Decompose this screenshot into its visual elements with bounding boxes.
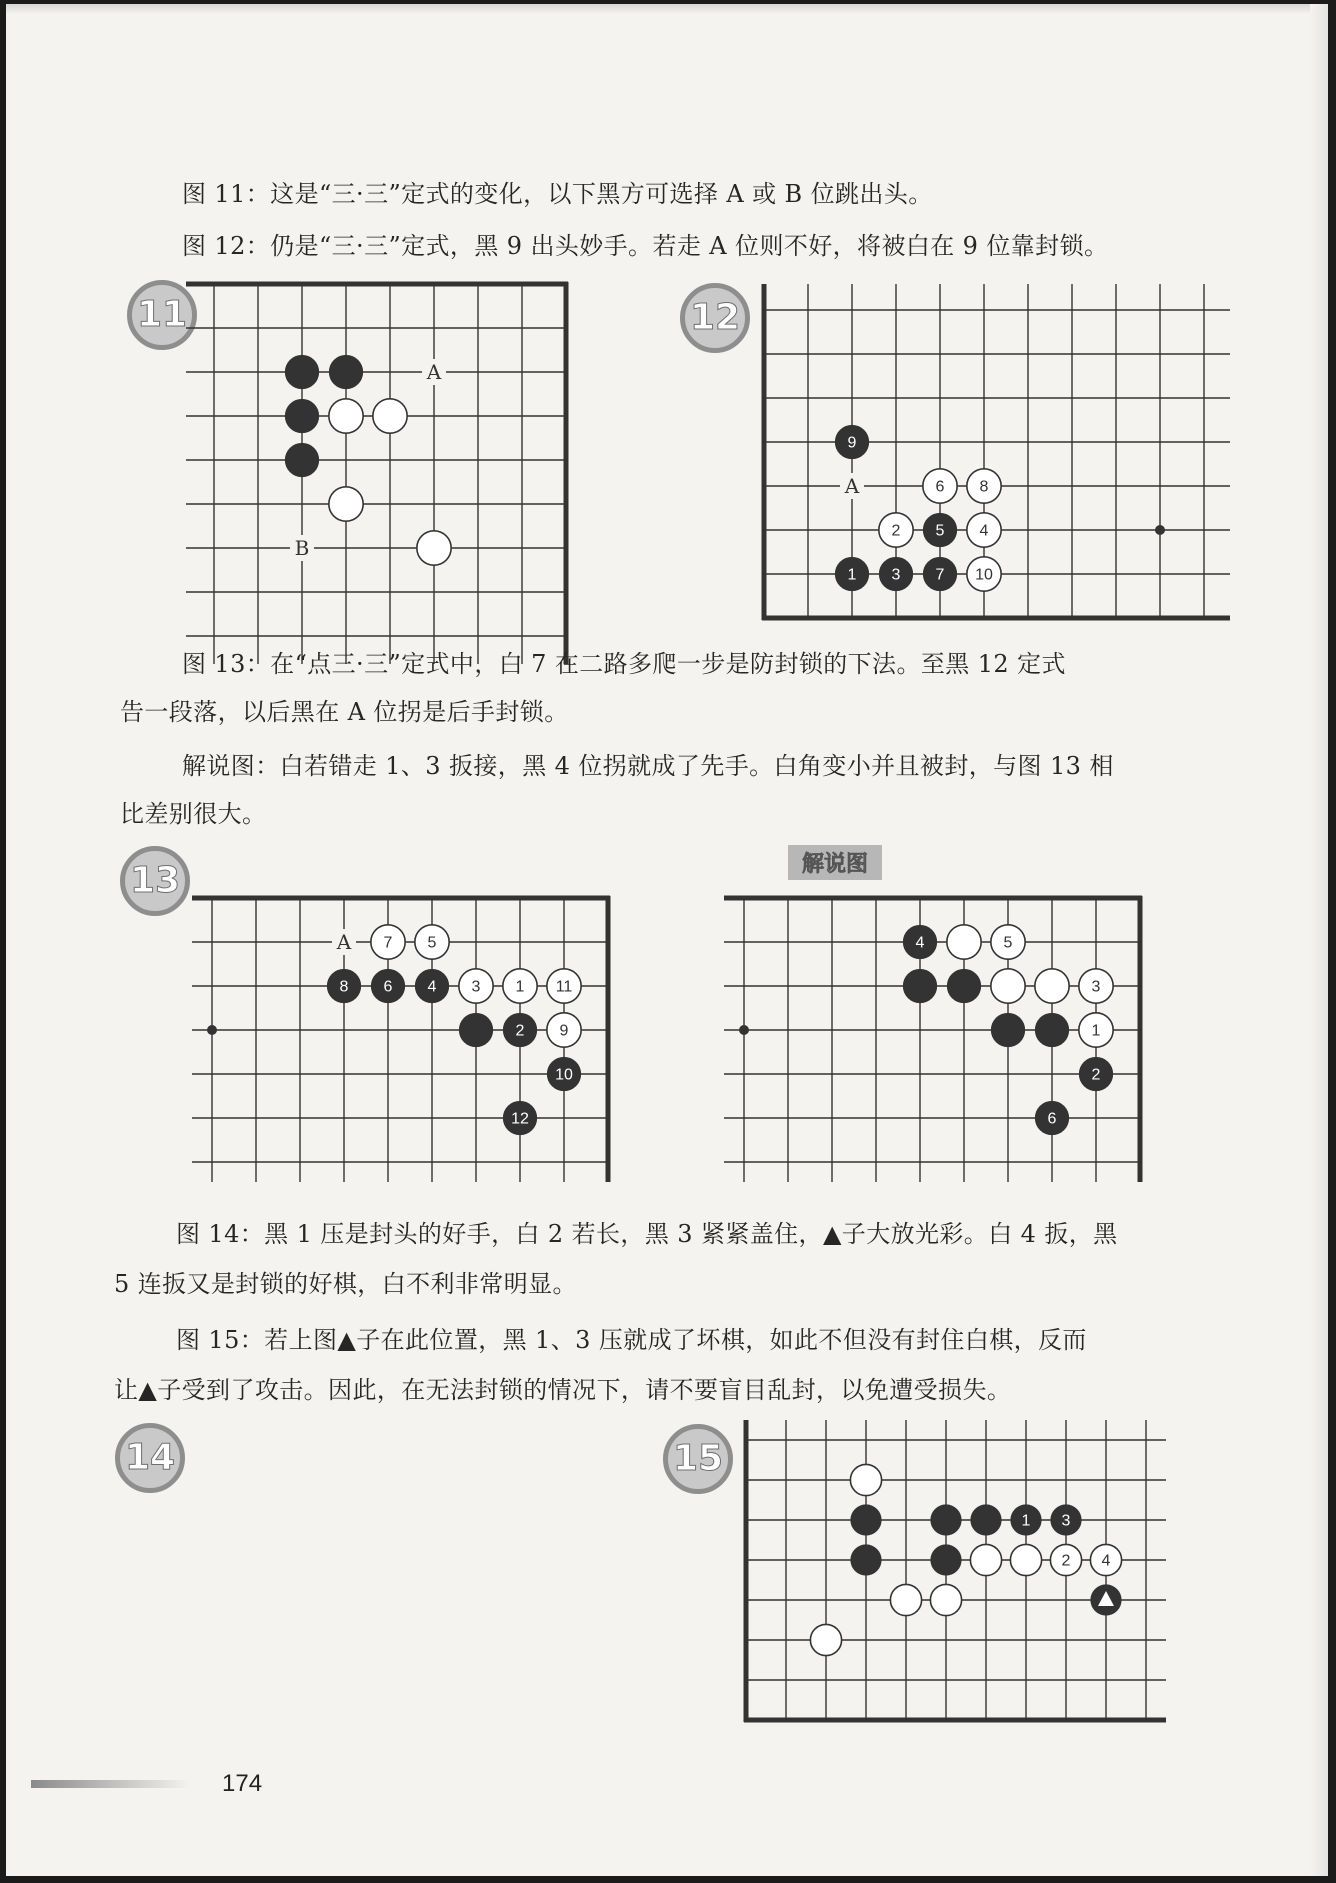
paragraph-fig13-line2: 告一段落，以后黑在 A 位拐是后手封锁。 (120, 698, 569, 726)
go-diagram-15 (746, 1424, 1186, 1734)
move-number: 8 (979, 478, 989, 496)
black-stone (930, 1544, 961, 1575)
white-stone (810, 1624, 841, 1655)
move-number: 5 (1003, 934, 1013, 952)
go-diagram-explanation (724, 898, 1144, 1188)
black-stone (285, 355, 319, 389)
position-letter-A: A (844, 474, 860, 498)
paragraph-fig15-line1: 图 15：若上图▲子在此位置，黑 1、3 压就成了坏棋，如此不但没有封住白棋，反而 (176, 1326, 1087, 1354)
move-number: 6 (383, 978, 393, 996)
go-diagram-11 (202, 284, 572, 614)
move-number: 1 (1091, 1022, 1101, 1040)
move-number: 2 (1061, 1552, 1071, 1570)
scan-top-edge (6, 4, 1328, 14)
white-stone (947, 925, 981, 959)
board-edges (186, 282, 568, 664)
white-stone (329, 399, 363, 433)
move-number: 2 (515, 1022, 525, 1040)
move-number: 2 (891, 522, 901, 540)
paragraph-fig13-line1: 图 13：在“点三·三”定式中，白 7 在二路多爬一步是防封锁的下法。至黑 12 定式 (182, 650, 1066, 678)
go-board (202, 284, 572, 614)
move-number: 6 (935, 478, 945, 496)
explanation-caption: 解说图 (788, 845, 882, 880)
paragraph-fig14-line1: 图 14：黑 1 压是封头的好手，白 2 若长，黑 3 紧紧盖住，▲子大放光彩。白 4 扳，黑 (176, 1220, 1118, 1248)
book-page (6, 4, 1328, 1876)
move-number: 1 (847, 566, 857, 584)
black-stone (850, 1544, 881, 1575)
black-stone (947, 969, 981, 1003)
scan-right-edge (1310, 4, 1328, 1876)
paragraph-explanation-line2: 比差别很大。 (120, 800, 267, 828)
diagram-12-number: 12 (680, 283, 750, 353)
position-letter-A: A (336, 930, 352, 954)
white-stone (850, 1464, 881, 1495)
white-stone (890, 1584, 921, 1615)
white-stone (329, 487, 363, 521)
black-stone (930, 1504, 961, 1535)
star-point (739, 1025, 749, 1035)
black-stone (285, 399, 319, 433)
position-letter-B: B (294, 536, 310, 560)
move-number: 7 (383, 934, 393, 952)
paragraph-fig14-line2: 5 连扳又是封锁的好棋，白不利非常明显。 (114, 1270, 577, 1298)
white-stone (970, 1544, 1001, 1575)
black-stone (991, 1013, 1025, 1047)
diagram-11-number: 11 (127, 280, 197, 350)
move-number: 2 (1091, 1066, 1101, 1084)
move-number: 1 (1021, 1512, 1031, 1530)
star-point (1155, 525, 1165, 535)
move-number: 8 (339, 978, 349, 996)
move-number: 10 (975, 566, 993, 584)
diagram-14-number: 14 (115, 1423, 185, 1493)
white-stone (1035, 969, 1069, 1003)
white-stone (1010, 1544, 1041, 1575)
black-stone (1035, 1013, 1069, 1047)
black-stone (459, 1013, 493, 1047)
move-number: 6 (1047, 1110, 1057, 1128)
move-number: 12 (511, 1110, 529, 1128)
black-stone (850, 1504, 881, 1535)
white-stone (373, 399, 407, 433)
move-number: 3 (1091, 978, 1101, 996)
move-number: 1 (515, 978, 525, 996)
go-board (756, 284, 1196, 624)
move-number: 3 (891, 566, 901, 584)
move-number: 9 (559, 1022, 569, 1040)
paragraph-fig11: 图 11：这是“三·三”定式的变化，以下黑方可选择 A 或 B 位跳出头。 (182, 180, 933, 208)
paragraph-fig15-line2: 让▲子受到了攻击。因此，在无法封锁的情况下，请不要盲目乱封，以免遭受损失。 (114, 1376, 1012, 1404)
move-number: 7 (935, 566, 945, 584)
paragraph-fig12: 图 12：仍是“三·三”定式，黑 9 出头妙手。若走 A 位则不好，将被白在 9 位靠封锁。 (182, 232, 1109, 260)
black-stone (329, 355, 363, 389)
move-number: 4 (427, 978, 437, 996)
diagram-15-number: 15 (663, 1424, 733, 1494)
go-board (192, 898, 612, 1188)
move-number: 4 (915, 934, 925, 952)
move-number: 3 (471, 978, 481, 996)
white-stone (991, 969, 1025, 1003)
move-number: 4 (1101, 1552, 1111, 1570)
go-diagram-13 (192, 898, 612, 1188)
grid-lines (186, 284, 566, 664)
move-number: 3 (1061, 1512, 1071, 1530)
black-stone (903, 969, 937, 1003)
diagram-13-number: 13 (120, 846, 190, 916)
move-number: 5 (935, 522, 945, 540)
move-number: 9 (847, 434, 857, 452)
page-number: 174 (222, 1770, 263, 1797)
go-board (746, 1424, 1186, 1734)
white-stone (930, 1584, 961, 1615)
position-letter-A: A (426, 360, 442, 384)
move-number: 11 (555, 978, 573, 996)
black-stone (285, 443, 319, 477)
move-number: 5 (427, 934, 437, 952)
white-stone (417, 531, 451, 565)
footer-decoration-bar (31, 1780, 191, 1788)
star-point (207, 1025, 217, 1035)
paragraph-explanation-line1: 解说图：白若错走 1、3 扳接，黑 4 位拐就成了先手。白角变小并且被封，与图 13 相 (182, 752, 1114, 780)
move-number: 10 (555, 1066, 573, 1084)
move-number: 4 (979, 522, 989, 540)
go-diagram-12 (756, 284, 1196, 624)
go-board (724, 898, 1144, 1188)
black-stone (970, 1504, 1001, 1535)
